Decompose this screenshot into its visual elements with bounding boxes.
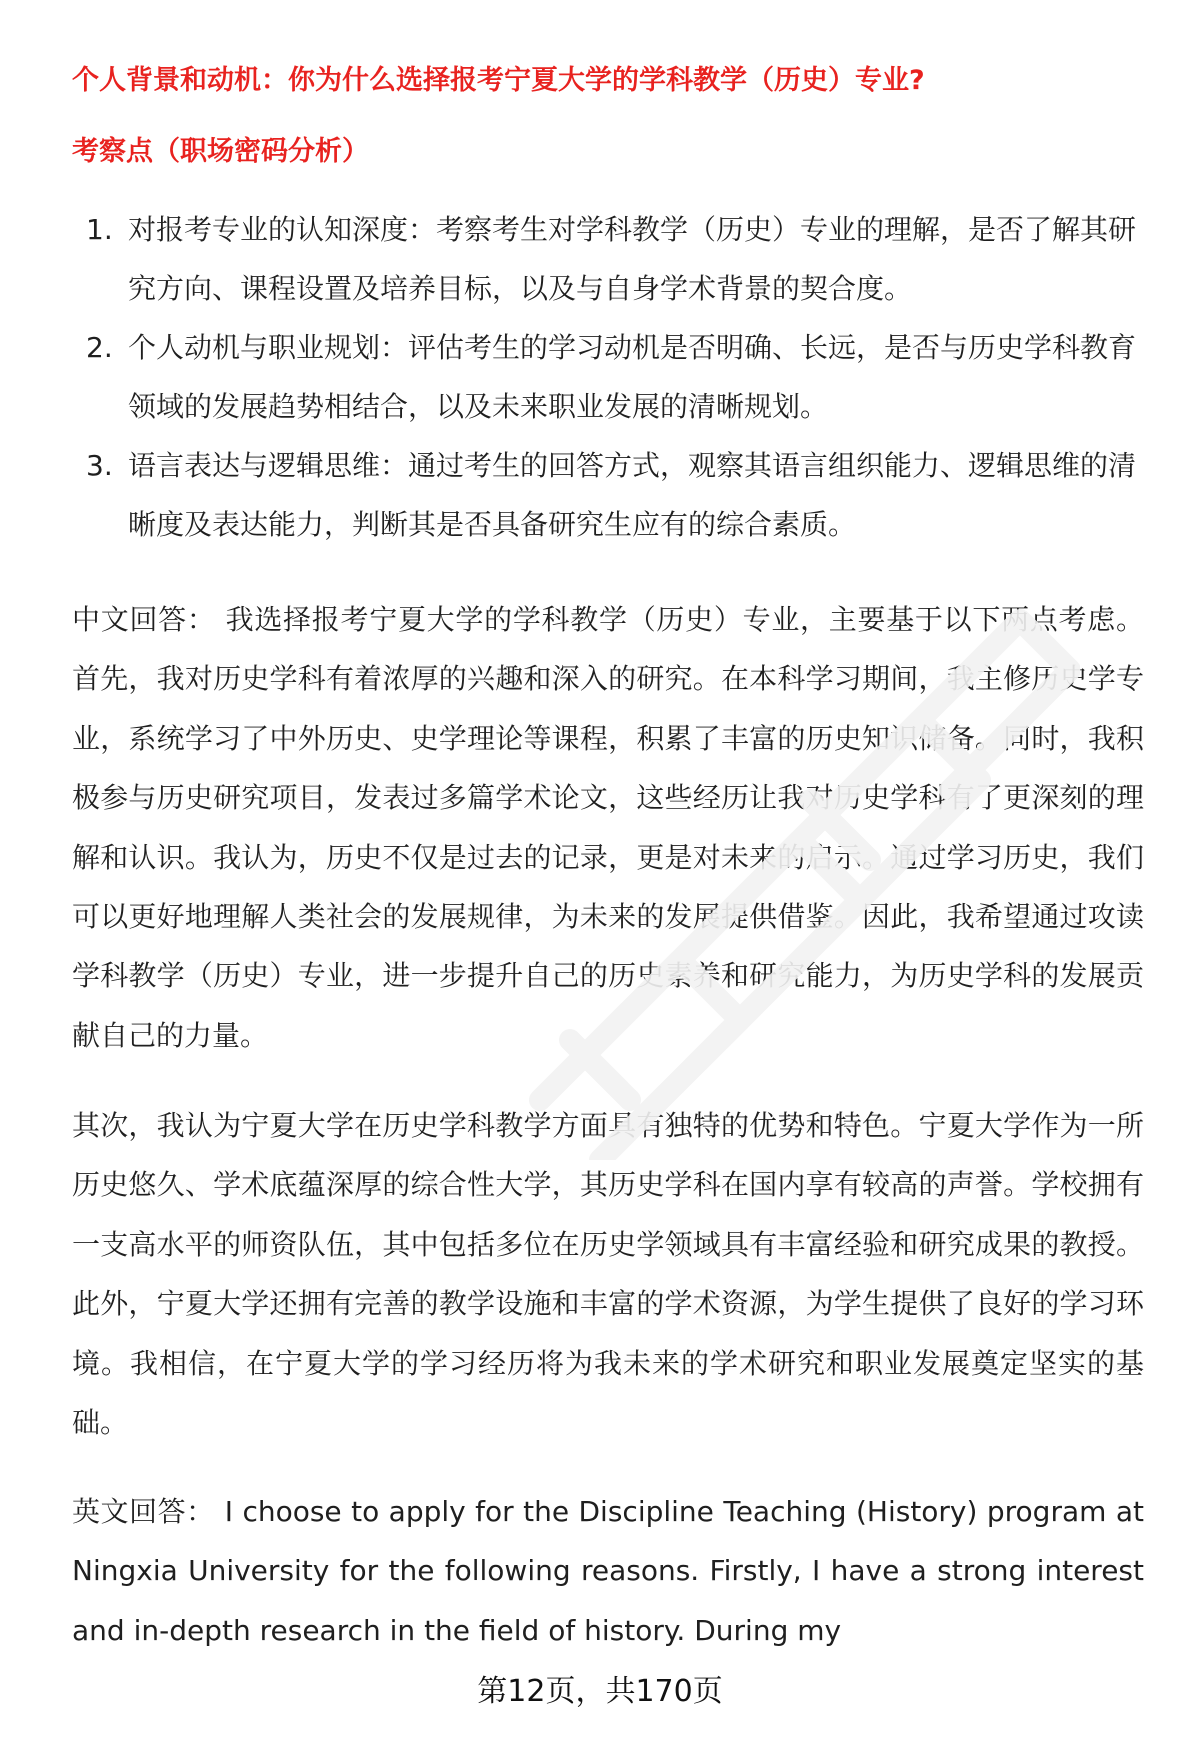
section-heading: 考察点（职场密码分析） — [72, 136, 369, 167]
list-item — [72, 436, 1144, 554]
chinese-answer-label: 中文回答： — [72, 603, 216, 636]
list-item-text: 对报考专业的认知深度：考察考生对学科教学（历史）专业的理解，是否了解其研究方向、课程设置及培养目标，以及与自身学术背景的契合度。 — [128, 213, 1137, 305]
page-number-footer: 第12页，共170页 — [477, 1674, 723, 1709]
question-heading: 个人背景和动机：你为什么选择报考宁夏大学的学科教学（历史）专业? — [72, 65, 925, 96]
chinese-answer-text: 我选择报考宁夏大学的学科教学（历史）专业，主要基于以下两点考虑。首先，我对历史学科有着浓厚的兴趣和深入的研究。在本科学习期间，我主修历史学专业，系统学习了中外历史、史学理论等课程，积累了丰富的历史知识储备。同时，我积极参与历史研究项目，发表过多篇学术论文，这些经历让我对历史学科有了更深刻的理解和认识。我认为，历史不仅是过去的记录，更是对未来的启示。通过学习历史，我们可以更好地理解人类社会的发展规律，为未来的发展提供借鉴。因此，我希望通过攻读学科教学（历史）专业，进一步提升自己的历史素养和研究能力，为历史学科的发展贡献自己的力量。 — [72, 603, 1144, 1052]
chinese-answer-paragraph-2: 其次，我认为宁夏大学在历史学科教学方面具有独特的优势和特色。宁夏大学作为一所历史悠久、学术底蕴深厚的综合性大学，其历史学科在国内享有较高的声誉。学校拥有一支高水平的师资队伍，其中包括多位在历史学领域具有丰富经验和研究成果的教授。此外，宁夏大学还拥有完善的教学设施和丰富的学术资源，为学生提供了良好的学习环境。我相信，在宁夏大学的学习经历将为我未来的学术研究和职业发展奠定坚实的基础。 — [72, 1109, 1144, 1440]
english-answer-paragraph — [72, 1482, 1144, 1660]
english-answer-label: 英文回答： — [72, 1495, 215, 1528]
english-answer-text: I choose to apply for the Discipline Teaching (History) program at Ningxia University for the following reasons. Firstly, I have a strong interest and in-depth research in the field of history. During my — [72, 1495, 1144, 1647]
list-item-number: 2. — [86, 331, 113, 364]
list-item-number: 1. — [86, 213, 113, 246]
list-item-text: 语言表达与逻辑思维：通过考生的回答方式，观察其语言组织能力、逻辑思维的清晰度及表达能力，判断其是否具备研究生应有的综合素质。 — [128, 449, 1137, 541]
assessment-points-list — [72, 200, 1144, 554]
chinese-answer-paragraph — [72, 590, 1144, 1065]
list-item — [72, 200, 1144, 318]
list-item — [72, 318, 1144, 436]
list-item-number: 3. — [86, 449, 113, 482]
list-item-text: 个人动机与职业规划：评估考生的学习动机是否明确、长远，是否与历史学科教育领域的发展趋势相结合，以及未来职业发展的清晰规划。 — [128, 331, 1137, 423]
